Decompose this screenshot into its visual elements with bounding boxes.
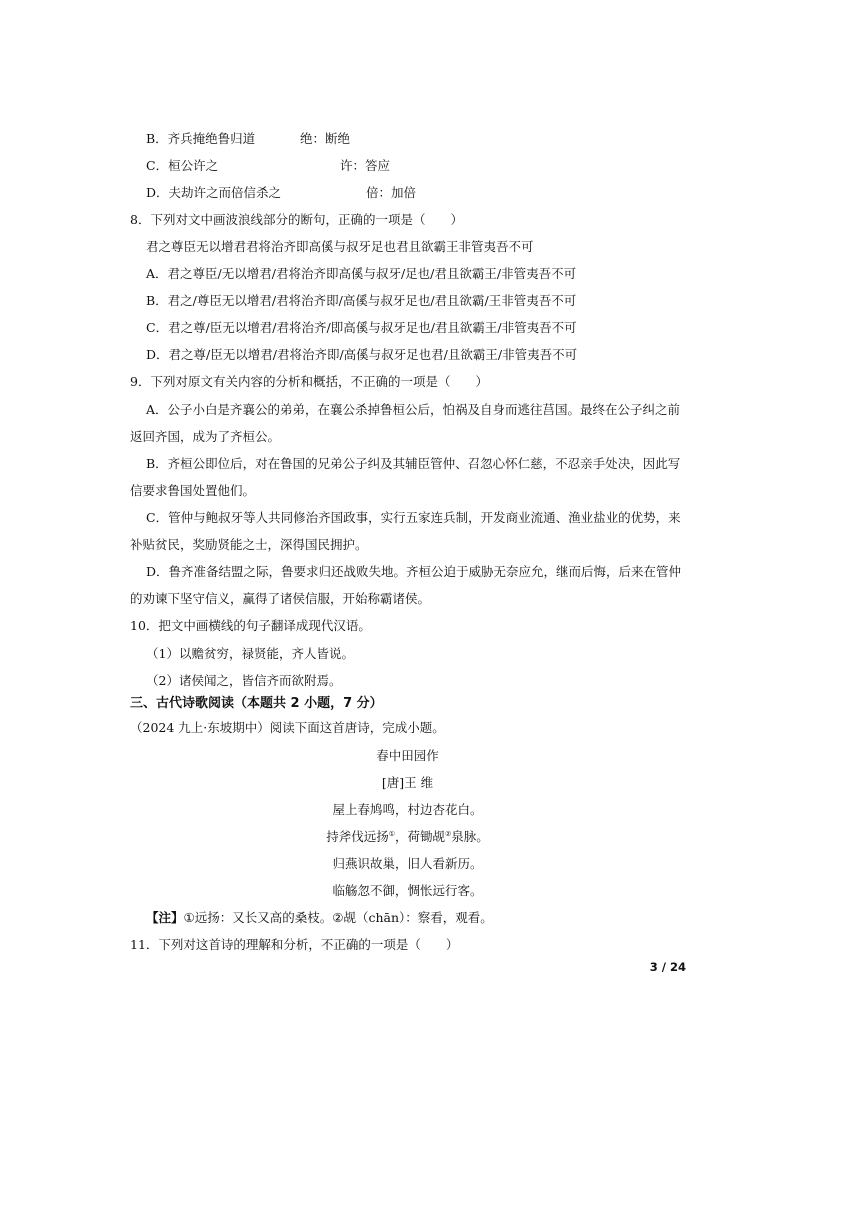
q8-stem: 8．下列对文中画波浪线部分的断句，正确的一项是（ ） bbox=[130, 212, 463, 227]
option-text: B．齐兵掩绝鲁归道 bbox=[146, 131, 256, 146]
note-1: 远扬：又长又高的桑枝。 bbox=[194, 910, 333, 925]
q9-option-b-line2: 信要求鲁国处置他们。 bbox=[130, 483, 256, 498]
note-2: 觇（chān）：察看，观看。 bbox=[343, 910, 493, 925]
q9-option-d-line1: D．鲁齐准备结盟之际，鲁要求归还战败失地。齐桓公迫于威胁无奈应允，继而后悔，后来在管仲 bbox=[146, 564, 682, 579]
q7-option-b-gloss: 绝：断绝 bbox=[300, 131, 351, 146]
q9-option-b-line1: B．齐桓公即位后，对在鲁国的兄弟公子纠及其辅臣管仲、召忽心怀仁慈，不忍亲手处决，因此写 bbox=[146, 456, 681, 471]
footnote-marker: ① bbox=[388, 829, 395, 838]
poem-line-1: 屋上春鸠鸣，村边杏花白。 bbox=[332, 802, 483, 817]
q8-option-a: A．君之尊臣/无以增君/君将治齐即高傒与叔牙/足也/君且欲霸王/非管夷吾不可 bbox=[146, 266, 577, 281]
poem-line-2-part-c: 泉脉。 bbox=[451, 829, 489, 844]
q10-sentence-2: （2）诸侯闻之，皆信齐而欲附焉。 bbox=[146, 673, 342, 688]
q9-option-c-line2: 补贴贫民，奖励贤能之士，深得国民拥护。 bbox=[130, 537, 368, 552]
poem-line-4: 临觞忽不御，惆怅远行客。 bbox=[332, 883, 483, 898]
q8-option-b: B．君之/尊臣无以增君/君将治齐即/高傒与叔牙足也/君且欲霸/王非管夷吾不可 bbox=[146, 293, 577, 308]
section-intro: （2024 九上·东坡期中）阅读下面这首唐诗，完成小题。 bbox=[130, 720, 445, 735]
q7-option-c: C．桓公许之 bbox=[146, 158, 219, 173]
q8-option-d: D．君之尊/臣无以增君/君将治齐即/高傒与叔牙足也君/且欲霸王/非管夷吾不可 bbox=[146, 347, 578, 362]
poem-notes bbox=[146, 909, 493, 927]
q9-option-c-line1: C．管仲与鲍叔牙等人共同修治齐国政事，实行五家连兵制，开发商业流通、渔业盐业的优势，来 bbox=[146, 510, 681, 525]
q7-option-c-gloss: 许：答应 bbox=[340, 158, 391, 173]
q9-option-a-line1: A．公子小白是齐襄公的弟弟，在襄公杀掉鲁桓公后，怕祸及自身而逃往莒国。最终在公子纠之前 bbox=[146, 402, 681, 417]
q7-option-b bbox=[146, 130, 255, 148]
q9-option-d-line2: 的劝谏下坚守信义，赢得了诸侯信服，开始称霸诸侯。 bbox=[130, 591, 431, 606]
q8-sentence: 君之尊臣无以增君君将治齐即高傒与叔牙足也君且欲霸王非管夷吾不可 bbox=[146, 239, 534, 254]
note-label: 【注】 bbox=[146, 910, 184, 925]
poem-title: 春中田园作 bbox=[376, 748, 439, 763]
poem-line-2-part-a: 持斧伐远扬 bbox=[326, 829, 389, 844]
page-number: 3 / 24 bbox=[649, 960, 686, 974]
poem-line-2 bbox=[130, 828, 685, 846]
poem-line-2-part-b: ，荷锄觇 bbox=[394, 829, 445, 844]
q9-stem: 9．下列对原文有关内容的分析和概括，不正确的一项是（ ） bbox=[130, 374, 488, 389]
poem-author: [唐]王 维 bbox=[381, 775, 434, 790]
footnote-marker: ② bbox=[445, 829, 452, 838]
note-marker-2: ② bbox=[332, 910, 344, 925]
q7-option-d-gloss: 倍：加倍 bbox=[366, 185, 417, 200]
q11-stem: 11．下列对这首诗的理解和分析，不正确的一项是（ ） bbox=[130, 937, 459, 952]
q8-option-c: C．君之尊/臣无以增君/君将治齐/即高傒与叔牙足也/君且欲霸王/非管夷吾不可 bbox=[146, 320, 577, 335]
poem-line-3: 归燕识故巢，旧人看新历。 bbox=[332, 856, 483, 871]
q10-sentence-1: （1）以赡贫穷，禄贤能，齐人皆说。 bbox=[146, 646, 354, 661]
q7-option-d: D．夫劫许之而倍信杀之 bbox=[146, 185, 282, 200]
q10-stem: 10．把文中画横线的句子翻译成现代汉语。 bbox=[130, 618, 371, 633]
note-marker-1: ① bbox=[183, 910, 195, 925]
section-heading: 三、古代诗歌阅读（本题共 2 小题，7 分） bbox=[130, 696, 383, 711]
q9-option-a-line2: 返回齐国，成为了齐桓公。 bbox=[130, 429, 281, 444]
